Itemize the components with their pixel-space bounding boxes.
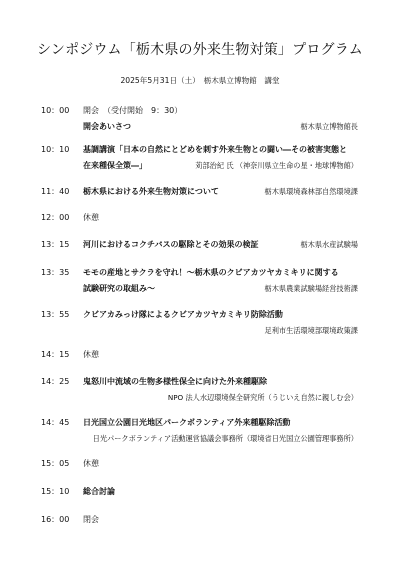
- schedule-item: 鬼怒川中流域の生物多様性保全に向けた外来種駆除: [83, 377, 267, 386]
- schedule-time: 14：45: [41, 418, 70, 427]
- schedule-time: 10：10: [41, 145, 70, 154]
- schedule-time: 13：15: [41, 240, 70, 249]
- schedule-time: 15：10: [41, 487, 70, 496]
- schedule-item: 総合討論: [83, 487, 115, 496]
- schedule-item-sub: 試験研究の取組み～: [83, 284, 155, 293]
- schedule-item: 休憩: [83, 213, 99, 222]
- schedule-time: 10：00: [41, 106, 70, 115]
- event-date-venue: 2025年5月31日（土） 栃木県立博物館 講堂: [120, 76, 280, 85]
- schedule-time: 15：05: [41, 459, 70, 468]
- schedule-item-sub: 開会あいさつ: [83, 122, 131, 131]
- schedule-item: 閉会: [83, 515, 99, 524]
- schedule-item: 休憩: [83, 350, 99, 359]
- schedule-time: 13：35: [41, 268, 70, 277]
- schedule-speaker: 足利市生活環境部環境政策課: [264, 326, 358, 335]
- schedule-item: クビアカみっけ隊によるクビアカツヤカミキリ防除活動: [83, 310, 283, 319]
- schedule-speaker: NPO 法人水辺環境保全研究所（うじいえ自然に親しむ会）: [167, 393, 358, 402]
- schedule-speaker: 苅部治紀 氏 （神奈川県立生命の星・地球博物館）: [195, 161, 358, 170]
- schedule-item: 休憩: [83, 459, 99, 468]
- schedule-time: 16：00: [41, 515, 70, 524]
- schedule-speaker: 栃木県立博物館長: [300, 122, 358, 131]
- schedule-time: 13：55: [41, 310, 70, 319]
- schedule-item: 栃木県における外来生物対策について: [83, 187, 219, 196]
- schedule-item: 開会 （受付開始 9：30）: [83, 106, 183, 115]
- schedule-time: 11：40: [41, 187, 70, 196]
- schedule-item: 河川におけるコクチバスの駆除とその効果の検証: [83, 240, 259, 249]
- schedule-speaker: 日光パークボランティア活動運営協議会事務所（環境省日光国立公園管理事務所）: [92, 434, 358, 443]
- page-title: シンポジウム「栃木県の外来生物対策」プログラム: [37, 42, 363, 58]
- schedule-speaker: 栃木県農業試験場経営技術課: [264, 284, 358, 293]
- schedule-item: 日光国立公園日光地区パークボランティア外来種駆除活動: [83, 418, 291, 427]
- schedule-time: 14：15: [41, 350, 70, 359]
- schedule-speaker: 栃木県環境森林部自然環境課: [264, 187, 358, 196]
- schedule-time: 14：25: [41, 377, 70, 386]
- schedule-time: 12：00: [41, 213, 70, 222]
- schedule-item-sub: 在来種保全策―」: [83, 161, 147, 170]
- schedule-speaker: 栃木県水産試験場: [300, 240, 358, 249]
- schedule-item: モモの産地とサクラを守れ！～栃木県のクビアカツヤカミキリに関する: [83, 268, 339, 277]
- schedule-item: 基調講演「日本の自然にとどめを刺す外来生物との闘い―その被害実態と: [83, 145, 347, 154]
